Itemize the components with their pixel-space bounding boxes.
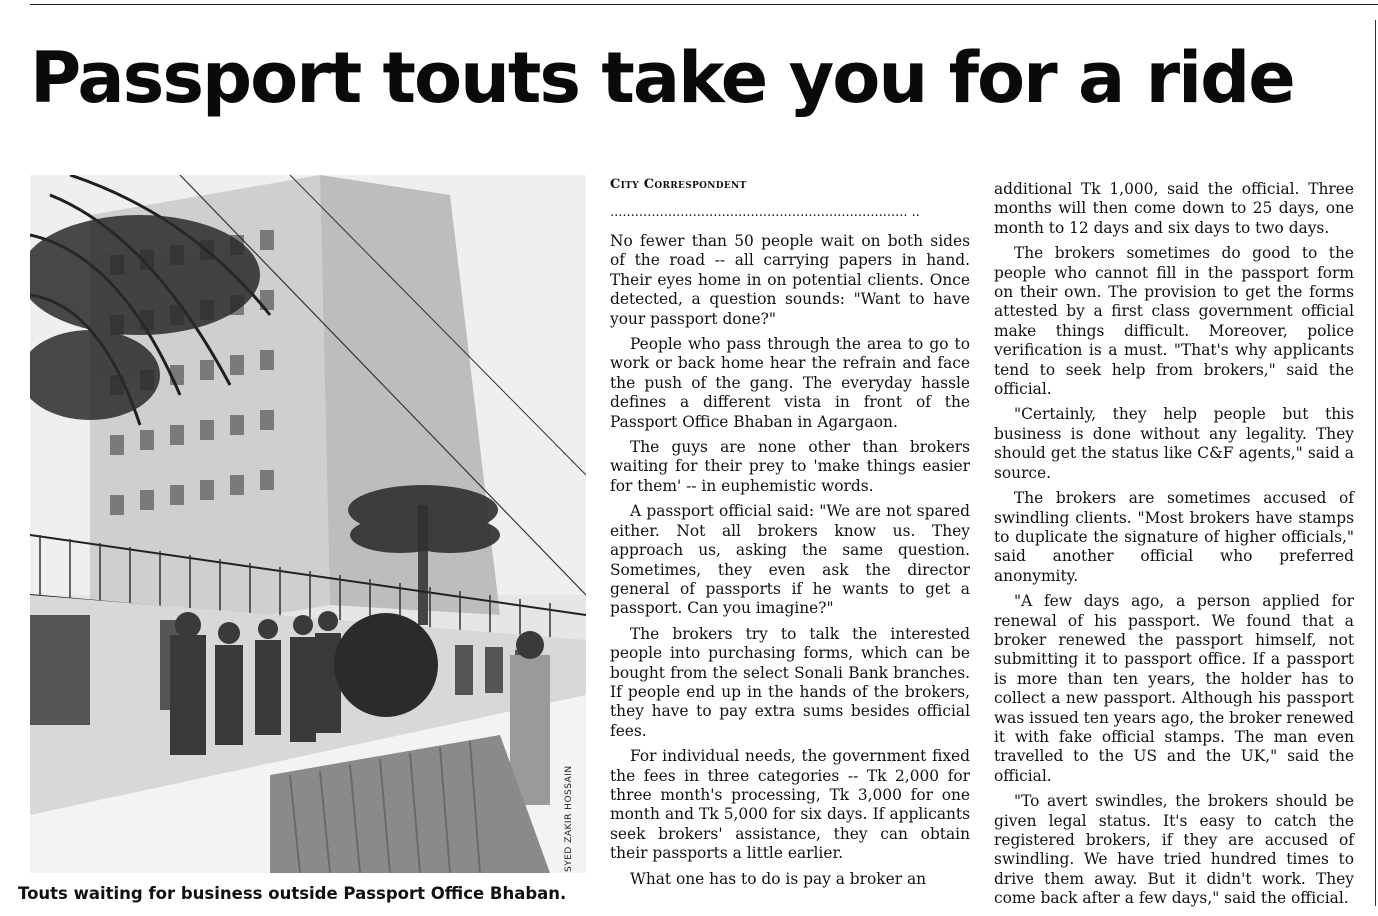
paragraph: "To avert swindles, the brokers should be given legal status. It's easy to catch the registered brokers, if they are accused of swindling. We have tried hundred times to drive them away. But it didn't work. They come back after a few days," said the official. bbox=[994, 792, 1354, 908]
paragraph: additional Tk 1,000, said the official. Three months will then come down to 25 days, one month to 12 days and six days to two days. bbox=[994, 180, 1354, 237]
headline: Passport touts take you for a ride bbox=[30, 37, 1294, 119]
photo-caption: Touts waiting for business outside Passport Office Bhaban. bbox=[18, 884, 567, 903]
paragraph: A passport official said: "We are not spared either. Not all brokers know us. They approach us, asking the same question. Sometimes, they even ask the director general of passports if he wants to get a passport. Can you imagine?" bbox=[610, 502, 970, 618]
dotted-separator: ........................................................................ .. bbox=[610, 205, 920, 220]
paragraph: "Certainly, they help people but this business is done without any legality. They should get the status like C&F agents," said a source. bbox=[994, 405, 1354, 482]
paragraph: People who pass through the area to go to work or back home hear the refrain and face the push of the gang. The everyday hassle defines a different vista in front of the Passport Office Bhaban in Agargaon. bbox=[610, 335, 970, 431]
paragraph: The brokers sometimes do good to the people who cannot fill in the passport form on their own. The provision to get the forms attested by a first class government official make things difficult. Moreover, police verification is a must. "That's why applicants tend to seek help from brokers," said the official. bbox=[994, 244, 1354, 399]
paragraph: The brokers try to talk the interested people into purchasing forms, which can be bought from the select Sonali Bank branches. If people end up in the hands of the brokers, they have to pay extra sums besides official fees. bbox=[610, 624, 970, 740]
top-rule bbox=[30, 4, 1378, 5]
right-column-rule bbox=[1375, 20, 1376, 906]
paragraph: "A few days ago, a person applied for renewal of his passport. We found that a broker renewed the passport himself, not submitting it to passport office. If a passport is more than ten years, the holder has to collect a new passport. Although his passport was issued ten years ago, the broker renewed it with fake official stamps. The man even travelled to the US and the UK," said the official. bbox=[994, 592, 1354, 785]
paragraph: The brokers are sometimes accused of swindling clients. "Most brokers have stamps to duplicate the signature of higher officials," said another official who preferred anonymity. bbox=[994, 489, 1354, 585]
article-column-1 bbox=[610, 176, 970, 895]
news-photo bbox=[30, 175, 586, 873]
paragraph: The guys are none other than brokers waiting for their prey to 'make things easier for them' -- in euphemistic words. bbox=[610, 438, 970, 495]
byline: City Correspondent bbox=[610, 177, 747, 192]
paragraph: For individual needs, the government fixed the fees in three categories -- Tk 2,000 for three month's processing, Tk 3,000 for one month and Tk 5,000 for six days. If applicants seek brokers' assistance, they can obtain their passports a little earlier. bbox=[610, 747, 970, 863]
article-column-2 bbox=[994, 180, 1354, 915]
photo-credit: SYED ZAKIR HOSSAIN bbox=[564, 765, 574, 872]
paragraph: No fewer than 50 people wait on both sides of the road -- all carrying papers in hand. Their eyes home in on potential clients. Once detected, a question sounds: "Want to have your passport done?" bbox=[610, 232, 970, 328]
paragraph: What one has to do is pay a broker an bbox=[630, 869, 927, 888]
